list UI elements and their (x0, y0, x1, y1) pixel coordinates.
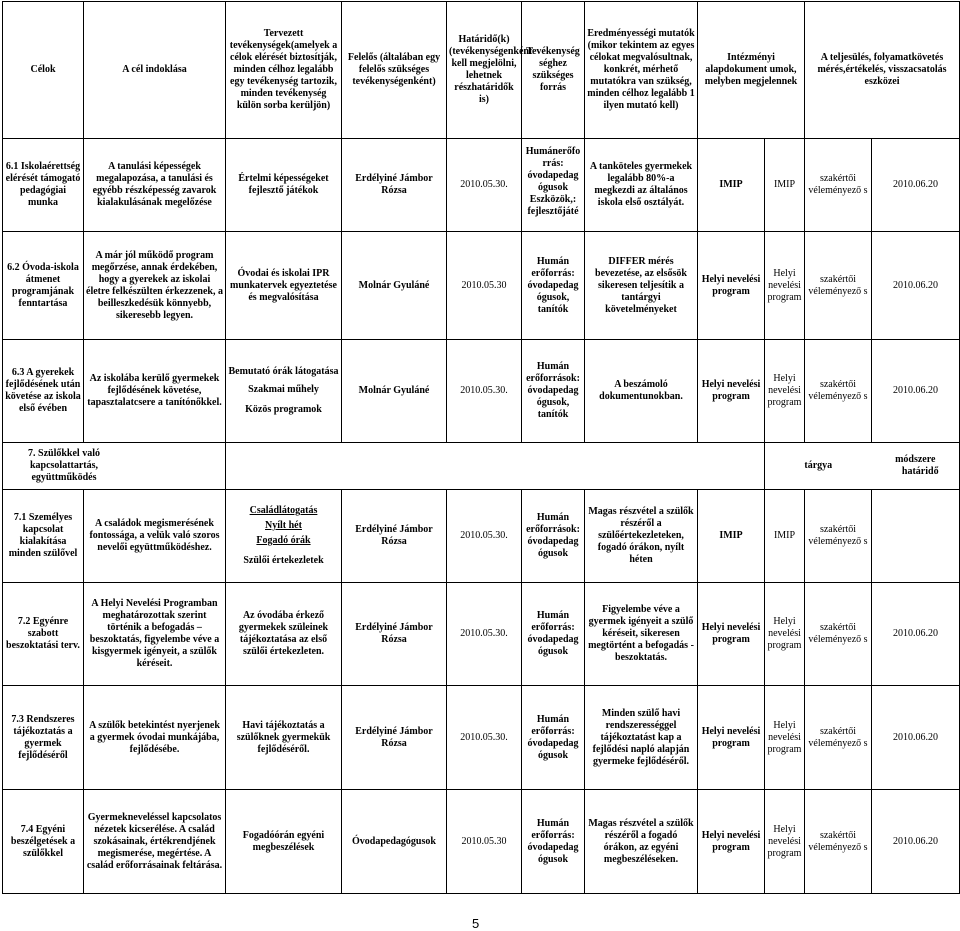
goal-cell: 6.3 A gyerekek fejlődésének után követése az iskola első évében (3, 340, 84, 443)
indicator-cell: A tanköteles gyermekek legalább 80%-a megkezdi az általános iskola első osztályát. (585, 139, 698, 232)
activity-line: Szakmai műhely (248, 384, 319, 395)
indicator-cell: DIFFER mérés bevezetése, az elsősök sikeresen teljesítik a tantárgyi követelményeket (585, 232, 698, 340)
deadline-cell: 2010.05.30. (447, 490, 522, 583)
resource-cell: Humán erőforrások: óvodapedag ógusok, tanítók (522, 340, 585, 443)
deadline-cell: 2010.05.30 (447, 232, 522, 340)
responsible-cell: Molnár Gyuláné (342, 340, 447, 443)
resource-cell: Humán erőforrások: óvodapedag ógusok (522, 490, 585, 583)
header-responsible: Felelős (általában egy felelős szükséges tevékenységenként) (342, 2, 447, 139)
document-cell: IMIP (698, 139, 765, 232)
document-cell-2: Helyi nevelési program (765, 583, 805, 686)
reason-cell: A családok megismerésének fontossága, a velük való szoros nevelői együttműködéshez. (84, 490, 226, 583)
evaluation-tool-cell: szakértői véleményező s (805, 583, 872, 686)
resource-cell: Humán erőforrás: óvodapedag ógusok (522, 790, 585, 894)
responsible-cell: Óvodapedagógusok (342, 790, 447, 894)
activity-line: Családlátogatás (249, 505, 318, 516)
evaluation-tool-cell: szakértői véleményező s (805, 232, 872, 340)
document-cell-2: Helyi nevelési program (765, 790, 805, 894)
activity-line: Fogadó órák (256, 535, 311, 546)
table-row (3, 686, 960, 790)
activity-cell (226, 340, 342, 443)
table-row (3, 583, 960, 686)
document-cell-2: Helyi nevelési program (765, 340, 805, 443)
activity-cell: Értelmi képességeket fejlesztő játékok (226, 139, 342, 232)
document-cell: Helyi nevelési program (698, 340, 765, 443)
evaluation-date-cell: 2010.06.20 (872, 139, 960, 232)
goal-cell: 7.2 Egyénre szabott beszoktatási terv. (3, 583, 84, 686)
indicator-cell: Magas részvétel a szülők részéről a szülőértekezleteken, fogadó órákon, nyílt héten (585, 490, 698, 583)
section-heading-row (3, 443, 960, 490)
section-subject: tárgya (804, 460, 833, 471)
header-indicators: Eredményességi mutatók (mikor tekintem az egyes célokat megvalósultnak, konkrét, mérhető mutatókra van szükség, minden célhoz legalább 1 ilyen mutató kell) (585, 2, 698, 139)
activity-cell: Fogadóórán egyéni megbeszélések (226, 790, 342, 894)
action-plan-table (2, 1, 960, 894)
responsible-cell: Molnár Gyuláné (342, 232, 447, 340)
responsible-cell: Erdélyiné Jámbor Rózsa (342, 490, 447, 583)
evaluation-tool-cell: szakértői véleményező s (805, 790, 872, 894)
resource-cell: Humán erőforrás: óvodapedag ógusok (522, 686, 585, 790)
evaluation-date-cell: 2010.06.20 (872, 790, 960, 894)
goal-cell: 7.1 Személyes kapcsolat kialakítása minden szülővel (3, 490, 84, 583)
activity-cell: Havi tájékoztatás a szülőknek gyermekük fejlődéséről. (226, 686, 342, 790)
document-cell: Helyi nevelési program (698, 583, 765, 686)
reason-cell: A tanulási képességek megalapozása, a tanulási és egyébb részképesség zavarok kialakulásának megelőzése (84, 139, 226, 232)
indicator-cell: Figyelembe véve a gyermek igényeit a szülő kéréseit, sikeresen megtörtént a befogadás - beszoktatás. (585, 583, 698, 686)
section-title-text: 7. Szülőkkel való kapcsolattartás, együttműködés (28, 448, 100, 483)
activity-cell (226, 490, 342, 583)
evaluation-date-cell (872, 490, 960, 583)
deadline-cell: 2010.05.30. (447, 686, 522, 790)
table-row (3, 490, 960, 583)
header-goal-reason: A cél indoklása (84, 2, 226, 139)
goal-cell: 6.1 Iskolaérettség elérését támogató pedagógiai munka (3, 139, 84, 232)
section-method-cell (872, 443, 960, 490)
responsible-cell: Erdélyiné Jámbor Rózsa (342, 686, 447, 790)
responsible-cell: Erdélyiné Jámbor Rózsa (342, 583, 447, 686)
resource-text: Humánerőfo rrás: óvodapedag ógusok Eszközök,: fejlesztőjáté (525, 146, 581, 217)
resource-cell: Humán erőforrás: óvodapedag ógusok, tanítók (522, 232, 585, 340)
page-number: 5 (472, 916, 480, 931)
section-empty-cell (226, 443, 765, 490)
reason-cell: A már jól működő program megőrzése, annak érdekében, hogy a gyerekek az iskolai életre felkészülten érkezzenek, a beilleszkedésük könnyebb, sikeresebb legyen. (84, 232, 226, 340)
goal-cell: 7.4 Egyéni beszélgetések a szülőkkel (3, 790, 84, 894)
header-planned-activities: Tervezett tevékenységek(amelyek a célok elérését biztosítják, minden célhoz legalább egy tevékenység tartozik, minden tevékenység külön sorba kerüljön) (226, 2, 342, 139)
deadline-cell: 2010.05.30. (447, 583, 522, 686)
evaluation-date-cell: 2010.06.20 (872, 686, 960, 790)
document-cell: IMIP (698, 490, 765, 583)
document-cell: Helyi nevelési program (698, 232, 765, 340)
resource-cell: Humán erőforrás: óvodapedag ógusok (522, 583, 585, 686)
table-row (3, 232, 960, 340)
table-row (3, 139, 960, 232)
evaluation-date-cell: 2010.06.20 (872, 583, 960, 686)
section-subject-cell (765, 443, 872, 490)
deadline-cell: 2010.05.30 (447, 790, 522, 894)
document-cell: Helyi nevelési program (698, 686, 765, 790)
evaluation-tool-cell: szakértői véleményező s (805, 340, 872, 443)
header-resource: Tevékenység séghez szükséges forrás (522, 2, 585, 139)
indicator-cell: A beszámoló dokumentunokban. (585, 340, 698, 443)
resource-cell (522, 139, 585, 232)
activity-line: Bemutató órák látogatása (228, 366, 339, 377)
activity-cell: Az óvodába érkező gyermekek szüleinek tájékoztatása az első szülői értekezleten. (226, 583, 342, 686)
header-row (3, 2, 960, 139)
table-row (3, 790, 960, 894)
section-title (3, 443, 226, 490)
reason-cell: Gyermekneveléssel kapcsolatos nézetek kicserélése. A család szokásainak, értékrendjének megismerése, megértése. A család erőforrásainak feltárása. (84, 790, 226, 894)
reason-cell: A szülők betekintést nyerjenek a gyermek óvodai munkájába, fejlődésébe. (84, 686, 226, 790)
activity-cell: Óvodai és iskolai IPR munkatervek egyeztetése és megvalósítása (226, 232, 342, 340)
evaluation-date-cell: 2010.06.20 (872, 340, 960, 443)
section-method: módszere (895, 454, 936, 465)
header-goals: Célok (3, 2, 84, 139)
evaluation-tool-cell: szakértői véleményező s (805, 686, 872, 790)
evaluation-tool-cell: szakértői véleményező s (805, 139, 872, 232)
reason-cell: Az iskolába kerülő gyermekek fejlődésének követése, tapasztalatcsere a tanítónőkkel. (84, 340, 226, 443)
goal-cell: 6.2 Óvoda-iskola átmenet programjának fenntartása (3, 232, 84, 340)
header-documents: Intézményi alapdokument umok, melyben megjelennek (698, 2, 805, 139)
document-cell: Helyi nevelési program (698, 790, 765, 894)
activity-line: Közös programok (245, 404, 322, 415)
deadline-cell: 2010.05.30. (447, 139, 522, 232)
table-row (3, 340, 960, 443)
document-cell-2: Helyi nevelési program (765, 686, 805, 790)
header-deadline: Határidő(k) (tevékenységenként kell megjelölni, lehetnek részhatáridők is) (447, 2, 522, 139)
section-deadline: határidő (901, 466, 939, 477)
deadline-cell: 2010.05.30. (447, 340, 522, 443)
reason-cell: A Helyi Nevelési Programban meghatározottak szerint történik a befogadás – beszoktatás, figyelembe véve a kisgyermek igényeit, a szülők kéréseit. (84, 583, 226, 686)
indicator-cell: Magas részvétel a szülők részéről a fogadó órákon, az egyéni megbeszéléseken. (585, 790, 698, 894)
header-evaluation-tools: A teljesülés, folyamatkövetés mérés,értékelés, visszacsatolás eszközei (805, 2, 960, 139)
indicator-cell: Minden szülő havi rendszerességgel tájékoztatást kap a fejlődési napló alapján gyermeke fejlődéséről. (585, 686, 698, 790)
goal-cell: 7.3 Rendszeres tájékoztatás a gyermek fejlődéséről (3, 686, 84, 790)
responsible-cell: Erdélyiné Jámbor Rózsa (342, 139, 447, 232)
activity-line: Nyílt hét (265, 520, 302, 531)
document-cell-2: Helyi nevelési program (765, 232, 805, 340)
document-cell-2: IMIP (765, 490, 805, 583)
document-cell-2: IMIP (765, 139, 805, 232)
evaluation-date-cell: 2010.06.20 (872, 232, 960, 340)
activity-line: Szülői értekezletek (243, 555, 324, 566)
evaluation-tool-cell: szakértői véleményező s (805, 490, 872, 583)
